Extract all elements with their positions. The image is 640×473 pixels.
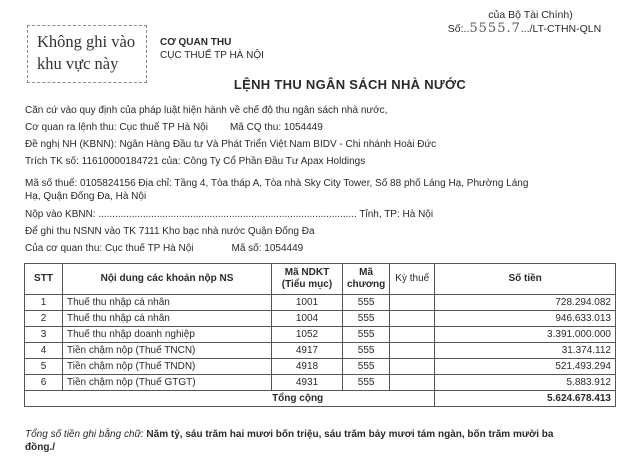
issuing-agency-row [25,121,323,134]
header-ndkt-line1: Mã NDKT [284,267,330,278]
row-chapter: 555 [343,375,390,391]
header-chapter [343,264,390,295]
table-row [25,375,616,391]
collecting-code: Mã số: 1054449 [231,243,304,254]
row-amount: 31.374.112 [435,343,616,359]
issuer-line: của Bộ Tài Chính) [488,9,573,21]
header-amount: Số tiền [435,264,616,295]
do-not-write-box [27,25,147,83]
table-row [25,295,616,311]
header-chapter-line1: Mã [359,267,374,278]
row-ndkt: 4931 [272,375,343,391]
row-stt: 4 [25,343,63,359]
row-amount: 521.493.294 [435,359,616,375]
payment-table [24,263,616,407]
agency-name: CỤC THUẾ TP HÀ NỘI [160,50,264,61]
row-period [390,375,435,391]
collecting-agency: Của cơ quan thu: Cục thuế TP Hà Nội [25,243,194,254]
row-amount: 3.391.000.000 [435,327,616,343]
header-period: Kỳ thuế [390,264,435,295]
row-amount: 5.883.912 [435,375,616,391]
row-stt: 6 [25,375,63,391]
amount-in-words [25,428,585,454]
document-number [432,22,617,36]
total-amount: 5.624.678.413 [435,391,616,407]
header-ndkt [272,264,343,295]
total-label: Tổng cộng [25,391,435,407]
row-ndkt: 1004 [272,311,343,327]
row-content: Tiền chậm nộp (Thuế TNCN) [63,343,272,359]
bank-request: Đề nghị NH (KBNN): Ngân Hàng Đầu tư Và Phát Triển Việt Nam BIDV - Chi nhánh Hoài Đức [25,139,437,150]
row-chapter: 555 [343,359,390,375]
agency-header [160,36,264,62]
row-ndkt: 4918 [272,359,343,375]
header-content: Nội dung các khoản nộp NS [63,264,272,295]
row-content: Tiền chậm nộp (Thuế GTGT) [63,375,272,391]
do-not-write-line2: khu vực này [37,54,119,73]
document-title: LỆNH THU NGÂN SÁCH NHÀ NƯỚC [233,77,467,92]
agency-code: Mã CQ thu: 1054449 [229,122,323,133]
number-suffix: .../LT-CTHN-QLN [520,23,602,35]
tax-id-address-2: Hạ, Quận Đống Đa, Hà Nội [25,191,147,202]
table-row [25,359,616,375]
row-amount: 946.633.013 [435,311,616,327]
amount-in-words-value: Năm tỷ, sáu trăm hai mươi bốn triệu, sáu trăm bảy mươi tám ngàn, bốn trăm mười ba đồng./ [25,429,554,453]
row-period [390,343,435,359]
row-chapter: 555 [343,311,390,327]
row-chapter: 555 [343,343,390,359]
amount-in-words-label: Tổng số tiền ghi bằng chữ: [25,429,144,440]
row-stt: 3 [25,327,63,343]
pay-into-row [25,208,433,221]
table-row [25,343,616,359]
row-content: Thuế thu nhập cá nhân [63,295,272,311]
row-period [390,295,435,311]
row-content: Tiền chậm nộp (Thuế TNDN) [63,359,272,375]
row-amount: 728.294.082 [435,295,616,311]
table-header-row [25,264,616,295]
record-into-account: Để ghi thu NSNN vào TK 7111 Kho bạc nhà nước Quận Đống Đa [25,226,315,237]
document-reference [432,8,617,36]
row-content: Thuế thu nhập doanh nghiệp [63,327,272,343]
row-chapter: 555 [343,295,390,311]
row-ndkt: 1001 [272,295,343,311]
row-period [390,327,435,343]
handwritten-number: 5555.7 [469,21,521,36]
debit-account: Trích TK số: 11610000184721 của: Công Ty Cổ Phần Đầu Tư Apax Holdings [25,156,366,167]
header-chapter-line2: chương [347,279,386,290]
number-prefix: Số:.. [447,23,470,35]
pay-into-treasury: Nộp vào KBNN: ............................................................................................. [25,209,357,220]
table-row [25,327,616,343]
province: Tỉnh, TP: Hà Nội [359,209,434,220]
legal-basis: Căn cứ vào quy định của pháp luật hiện hành về chế độ thu ngân sách nhà nước, [25,105,388,116]
row-ndkt: 1052 [272,327,343,343]
row-stt: 2 [25,311,63,327]
row-stt: 5 [25,359,63,375]
row-chapter: 555 [343,327,390,343]
issuing-agency: Cơ quan ra lệnh thu: Cục thuế TP Hà Nội [25,122,208,133]
do-not-write-line1: Không ghi vào [37,32,136,51]
row-content: Thuế thu nhập cá nhân [63,311,272,327]
total-row [25,391,616,407]
header-ndkt-line2: (Tiểu mục) [281,279,333,290]
table-row [25,311,616,327]
row-period [390,359,435,375]
row-stt: 1 [25,295,63,311]
row-ndkt: 4917 [272,343,343,359]
agency-label: CƠ QUAN THU [160,37,232,48]
row-period [390,311,435,327]
collecting-agency-row [25,242,303,255]
tax-id-address-1: Mã số thuế: 0105824156 Địa chỉ: Tầng 4, Tòa tháp A, Tòa nhà Sky City Tower, Số 88 phố Láng Hạ, Phường Láng [25,178,529,189]
header-stt: STT [25,264,63,295]
